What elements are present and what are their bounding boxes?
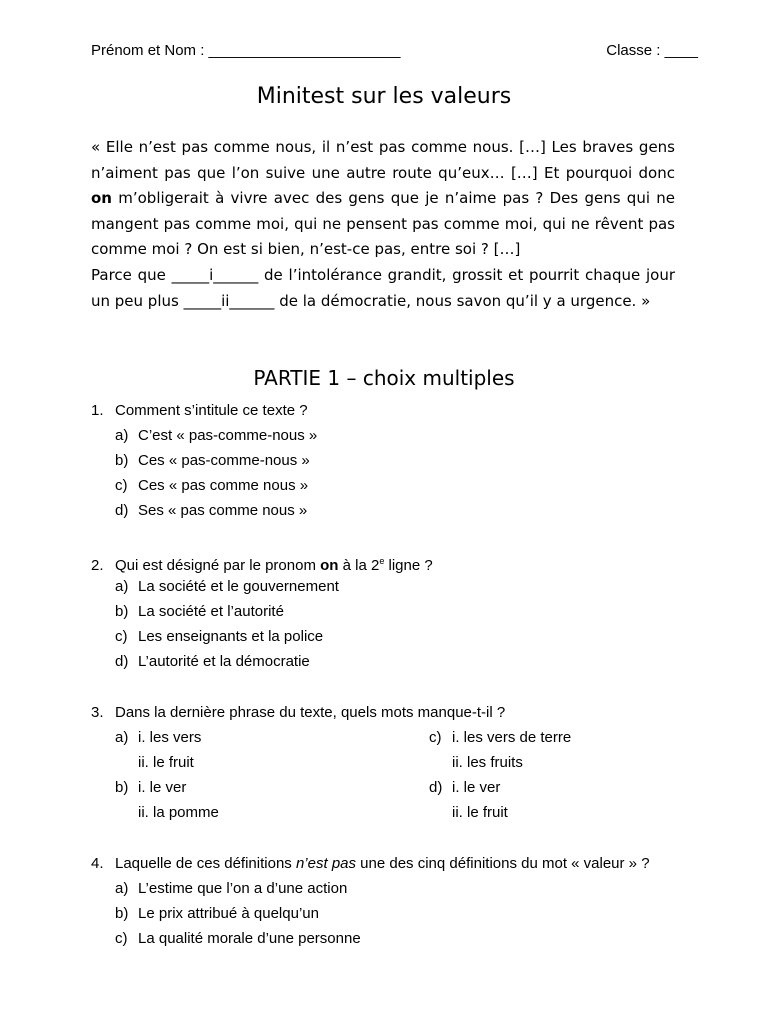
question-text: Dans la dernière phrase du texte, quels mots manque-t-il ?: [115, 704, 506, 721]
option-text: i. les vers: [138, 729, 202, 746]
option-letter: b): [115, 452, 129, 469]
question-number: 2.: [91, 557, 104, 574]
option-letter: a): [115, 880, 129, 897]
option-letter: d): [115, 502, 129, 519]
option-b-sub: ii. la pomme: [138, 804, 219, 821]
option-text: Le prix attribué à quelqu’un: [138, 905, 319, 922]
option-text: Les enseignants et la police: [138, 628, 324, 645]
option-text: Ses « pas comme nous »: [138, 502, 308, 519]
quote-text: [91, 135, 675, 314]
option-letter: a): [115, 578, 129, 595]
option-letter: c): [115, 628, 128, 645]
options-column-right: [429, 725, 571, 825]
option-c-sub: ii. les fruits: [452, 754, 523, 771]
option-text: i. le ver: [452, 779, 501, 796]
option-letter: c): [115, 477, 128, 494]
option-text: Ces « pas-comme-nous »: [138, 452, 310, 469]
header: [91, 42, 698, 59]
option-d-sub: ii. le fruit: [452, 804, 508, 821]
option-b[interactable]: [91, 901, 650, 926]
option-letter: c): [429, 729, 442, 746]
option-letter: b): [115, 603, 129, 620]
option-d[interactable]: [91, 498, 317, 523]
quote-text-segment: m’obligerait à vivre avec des gens que je n’aime pas ? Des gens qui ne mangent pas comme moi, qui ne pensent pas comme moi, qui ne rêvent pas comme moi ? On est si bien, n’est-ce pas, entre soi ? […]: [91, 189, 675, 259]
question-1: [91, 398, 317, 523]
option-letter: b): [115, 905, 129, 922]
question-text: [115, 557, 433, 574]
question-text-segment: Qui est désigné par le pronom: [115, 557, 321, 574]
option-a[interactable]: [91, 725, 691, 750]
question-3: [91, 700, 691, 825]
option-a[interactable]: [91, 876, 650, 901]
option-c[interactable]: [91, 624, 433, 649]
quote-paragraph-2: Parce que _____i______ de l’intolérance grandit, grossit et pourrit chaque jour un peu plus _____ii______ de la démocratie, nous savon qu’il y a urgence. »: [91, 265, 675, 310]
option-text: La société et le gouvernement: [138, 578, 339, 595]
option-text: i. les vers de terre: [452, 729, 572, 746]
question-text-segment: à la 2: [338, 557, 380, 574]
option-b[interactable]: [91, 599, 433, 624]
question-4: [91, 851, 650, 951]
option-a[interactable]: [91, 423, 317, 448]
question-2: [91, 549, 433, 674]
option-a[interactable]: [91, 574, 433, 599]
option-text: C’est « pas-comme-nous »: [138, 427, 318, 444]
name-field-label: Prénom et Nom : _______________________: [91, 42, 401, 59]
question-number: 3.: [91, 704, 104, 721]
superscript: e: [379, 556, 385, 566]
option-a-sub: ii. le fruit: [138, 754, 194, 771]
quote-text-segment: « Elle n’est pas comme nous, il n’est pas comme nous. […] Les braves gens n’aiment pas que l’on suive une autre route qu’eux… […] Et pourquoi donc: [91, 138, 675, 182]
question-bold-word: on: [320, 557, 339, 574]
option-letter: c): [115, 930, 128, 947]
option-d[interactable]: [91, 649, 433, 674]
option-text: La société et l’autorité: [138, 603, 284, 620]
option-text: La qualité morale d’une personne: [138, 930, 361, 947]
section-title: PARTIE 1 – choix multiples: [253, 366, 515, 390]
question-italic-words: n’est pas: [295, 855, 357, 872]
options-grid: [91, 725, 691, 825]
option-letter: a): [115, 427, 129, 444]
option-letter: b): [115, 779, 129, 796]
option-b[interactable]: [91, 448, 317, 473]
option-text: i. le ver: [138, 779, 187, 796]
question-number: 4.: [91, 855, 104, 872]
question-text-segment: Laquelle de ces définitions: [115, 855, 296, 872]
option-letter: d): [115, 653, 129, 670]
option-letter: a): [115, 729, 129, 746]
option-text: Ces « pas comme nous »: [138, 477, 309, 494]
option-text: L’estime que l’on a d’une action: [138, 880, 348, 897]
question-text: [115, 855, 650, 872]
class-field-label: Classe : ____: [606, 42, 698, 59]
option-letter: d): [429, 779, 443, 796]
question-text: Comment s’intitule ce texte ?: [115, 402, 308, 419]
option-c[interactable]: [91, 473, 317, 498]
option-text: L’autorité et la démocratie: [138, 653, 310, 670]
quote-paragraph-1: [91, 135, 675, 263]
question-number: 1.: [91, 402, 104, 419]
option-d[interactable]: [429, 775, 571, 800]
page-title: Minitest sur les valeurs: [256, 84, 512, 109]
option-c[interactable]: [91, 926, 650, 951]
option-c[interactable]: [429, 725, 571, 750]
quote-bold-word: on: [91, 189, 112, 208]
option-b[interactable]: [91, 775, 691, 800]
question-text-segment: une des cinq définitions du mot « valeur » ?: [356, 855, 650, 872]
question-text-segment: ligne ?: [384, 557, 433, 574]
